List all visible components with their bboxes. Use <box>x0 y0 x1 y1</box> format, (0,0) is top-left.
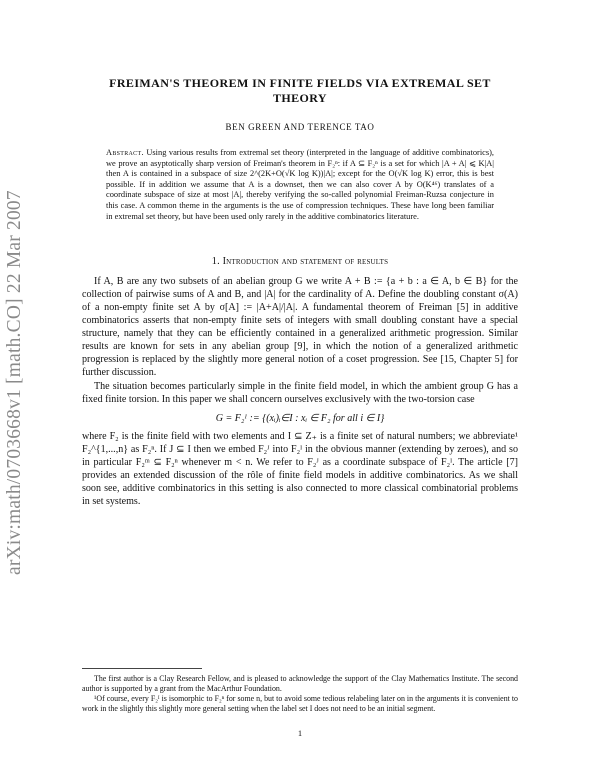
footnotes-block <box>82 674 518 714</box>
footnote-1: ¹Of course, every F₂ᴵ is isomorphic to F₂ⁿ for some n, but to avoid some tedious relabeling later on in the arguments it is convenient to work in the slightly this slightly more general setting when the label set I does not need to be an initial segment. <box>82 694 518 713</box>
display-equation: G = F₂ᴵ := {(xᵢ)ᵢ∈I : xᵢ ∈ F₂ for all i ∈ I} <box>215 412 385 424</box>
abstract-text: Using various results from extremal set theory (interpreted in the language of additive combinatorics), we prove an asyptotically sharp version of Freiman's theorem in F₂ⁿ: if A ⊆ F₂ⁿ is a set for which |A + A| ⩽ K|A| then A is contained in a subspace of size 2^(2K+O(√K log K))|A|; except for the O(√K log K) error, this is best possible. If in addition we assume that A is a downset, then we can also cover A by O(K⁴⁶) translates of a coordinate subspace of size at most |A|, thereby verifying the so-called polynomial Freiman-Ruzsa conjecture in this case. A common theme in the arguments is the use of compression techniques. These have long been familiar in extremal set theory, but have been used only rarely in the additive combinatorics literature. <box>106 148 495 221</box>
arxiv-sidebar-stamp <box>4 155 48 575</box>
footnote-funding: The first author is a Clay Research Fellow, and is pleased to acknowledge the support of the Clay Mathematics Institute. The second author is supported by a grant from the MacArthur Foundation. <box>82 674 518 693</box>
paper-page <box>82 76 518 508</box>
paper-title: FREIMAN'S THEOREM IN FINITE FIELDS VIA EXTREMAL SET THEORY <box>109 76 491 105</box>
page-number: 1 <box>297 728 303 738</box>
paper-authors: BEN GREEN AND TERENCE TAO <box>225 122 375 132</box>
footnote-separator <box>82 668 202 669</box>
abstract-block <box>106 148 494 222</box>
section-heading: 1. Introduction and statement of results <box>211 256 389 268</box>
body-paragraph-2: The situation becomes particularly simple in the finite field model, in which the ambient group G has a fixed finite torsion. In this paper we shall concern ourselves exclusively with the two-torsion case <box>82 380 518 405</box>
abstract-label: Abstract. <box>106 148 144 157</box>
arxiv-identifier: arXiv:math/0703668v1 [math.CO] 22 Mar 2007 <box>4 190 25 575</box>
body-paragraph-3: where F₂ is the finite field with two elements and I ⊆ Z₊ is a finite set of natural numbers; we abbreviate¹ F₂^{1,...,n} as F₂ⁿ. If J ⊆ I then we embed F₂ᴶ into F₂ᴵ in the obvious manner (extending by zeroes), and so in particular F₂ᵐ ⊆ F₂ⁿ whenever m < n. We refer to F₂ᴶ as a coordinate subspace of F₂ᴵ. The article [7] provides an extended discussion of the rôle of finite field models in additive combinatorics. As we shall soon see, additive combinatorics in this setting is also connected to more classical combinatorial problems in set systems. <box>82 430 518 507</box>
body-paragraph-1: If A, B are any two subsets of an abelian group G we write A + B := {a + b : a ∈ A, b ∈ B} for the collection of pairwise sums of A and B, and |A| for the cardinality of A. Define the doubling constant σ(A) of a non-empty finite set A by σ[A] := |A+A|/|A|. A fundamental theorem of Freiman [5] in additive combinatorics asserts that non-empty finite sets of integers with small doubling constant have a special structure, namely that they can be efficiently contained in a generalized arithmetic progression. Similar results are known for sets in any abelian group [9], in which the notion of a generalized arithmetic progression is replaced by the slightly more general notion of a coset progression. See [15, Chapter 5] for further discussion. <box>82 276 518 379</box>
